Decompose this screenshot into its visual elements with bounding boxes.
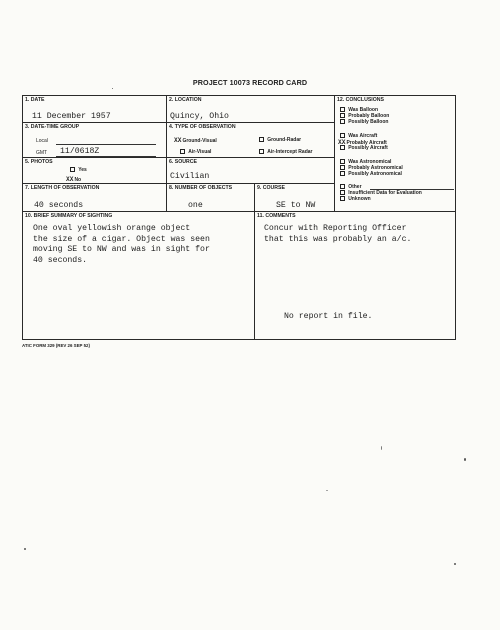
length-of-observation-label: 7. LENGTH OF OBSERVATION xyxy=(25,185,100,191)
checkbox-empty xyxy=(259,149,264,154)
page-title: PROJECT 10073 RECORD CARD xyxy=(192,78,308,87)
conclusion-label: Possibly Aircraft xyxy=(348,145,388,151)
photos-no-option xyxy=(66,176,81,183)
checkbox-empty xyxy=(180,149,185,154)
scan-speck xyxy=(24,548,26,550)
checkbox-empty xyxy=(340,165,345,170)
conclusion-label: Possibly Astronomical xyxy=(348,171,402,177)
number-of-objects-label: 8. NUMBER OF OBJECTS xyxy=(169,185,233,191)
date-label: 1. DATE xyxy=(25,97,45,103)
checkbox-empty xyxy=(340,159,345,164)
conclusion-label: Was Aircraft xyxy=(348,133,378,139)
checkbox-empty xyxy=(340,107,345,112)
conclusion-label: Was Astronomical xyxy=(348,159,392,165)
course-value: SE to NW xyxy=(276,201,316,210)
checkbox-empty xyxy=(340,133,345,138)
divider xyxy=(22,157,334,158)
brief-summary-text: One oval yellowish orange object the size of a cigar. Object was seen moving SE to NW and was in sight for 40 seconds. xyxy=(33,224,210,265)
photos-label: 5. PHOTOS xyxy=(25,159,53,165)
checkbox-empty xyxy=(340,171,345,176)
gmt-underline xyxy=(56,156,156,157)
date-time-group-label: 3. DATE-TIME GROUP xyxy=(25,124,80,130)
divider xyxy=(254,183,255,340)
conclusion-label: Was Balloon xyxy=(348,107,379,113)
checked-mark: XX xyxy=(338,139,346,146)
location-label: 2. LOCATION xyxy=(169,97,202,103)
checkbox-empty xyxy=(259,137,264,142)
conclusion-possibly-balloon xyxy=(340,119,388,125)
ground-visual-label: Ground-Visual xyxy=(182,138,217,144)
conclusion-possibly-aircraft xyxy=(340,145,388,151)
photos-no-label: No xyxy=(74,177,82,183)
conclusion-label: Insufficient Data for Evaluation xyxy=(348,190,422,196)
conclusions-label: 12. CONCLUSIONS xyxy=(337,97,384,103)
form-id: ATIC FORM 329 (REV 26 SEP 52) xyxy=(22,343,90,348)
photos-yes-label: Yes xyxy=(78,167,87,173)
conclusion-label: Possibly Balloon xyxy=(348,119,389,125)
divider xyxy=(334,95,335,211)
conclusion-unknown xyxy=(340,196,371,202)
course-label: 9. COURSE xyxy=(257,185,285,191)
comments-text: Concur with Reporting Officer that this was probably an a/c. xyxy=(264,224,412,244)
ground-radar-label: Ground-Radar xyxy=(267,137,302,143)
ground-visual-option xyxy=(174,137,217,144)
conclusion-label: Unknown xyxy=(348,196,371,202)
ground-radar-option xyxy=(259,137,301,143)
brief-summary-label: 10. BRIEF SUMMARY OF SIGHTING xyxy=(25,213,113,219)
checkbox-empty xyxy=(340,196,345,201)
checkbox-empty xyxy=(340,145,345,150)
length-of-observation-value: 40 seconds xyxy=(34,201,84,210)
air-visual-label: Air-Visual xyxy=(188,149,212,155)
comments-label: 11. COMMENTS xyxy=(257,213,296,219)
date-value: 11 December 1957 xyxy=(32,112,111,121)
number-of-objects-value: one xyxy=(188,201,203,210)
gmt-value: 11/0618Z xyxy=(60,147,100,156)
gmt-label: GMT xyxy=(36,150,48,156)
conclusion-possibly-astronomical xyxy=(340,171,402,177)
location-value: Quincy, Ohio xyxy=(170,112,229,121)
scan-speck xyxy=(464,458,466,461)
air-visual-option xyxy=(180,149,211,155)
conclusion-label: Probably Balloon xyxy=(348,113,390,119)
divider xyxy=(22,211,456,212)
source-label: 6. SOURCE xyxy=(169,159,197,165)
source-value: Civilian xyxy=(170,172,210,181)
checked-mark: XX xyxy=(66,176,74,183)
local-underline xyxy=(56,144,156,145)
scan-speck xyxy=(454,563,456,565)
divider xyxy=(22,183,334,184)
conclusion-label: Probably Aircraft xyxy=(346,140,387,146)
air-intercept-radar-label: Air-Intercept Radar xyxy=(267,149,313,155)
scan-speck xyxy=(326,490,328,491)
type-of-observation-label: 4. TYPE OF OBSERVATION xyxy=(169,124,236,130)
conclusion-label: Other xyxy=(348,184,362,190)
scan-speck xyxy=(112,88,113,89)
divider xyxy=(166,95,167,211)
scan-speck xyxy=(381,446,382,450)
checked-mark: XX xyxy=(174,137,182,144)
photos-yes-option xyxy=(70,167,87,173)
checkbox-empty xyxy=(340,113,345,118)
comments-note: No report in file. xyxy=(284,312,373,321)
checkbox-empty xyxy=(70,167,75,172)
checkbox-empty xyxy=(340,184,345,189)
conclusion-label: Probably Astronomical xyxy=(348,165,403,171)
checkbox-empty xyxy=(340,190,345,195)
checkbox-empty xyxy=(340,119,345,124)
divider xyxy=(22,122,334,123)
air-intercept-radar-option xyxy=(259,149,312,155)
local-label: Local xyxy=(36,138,48,144)
